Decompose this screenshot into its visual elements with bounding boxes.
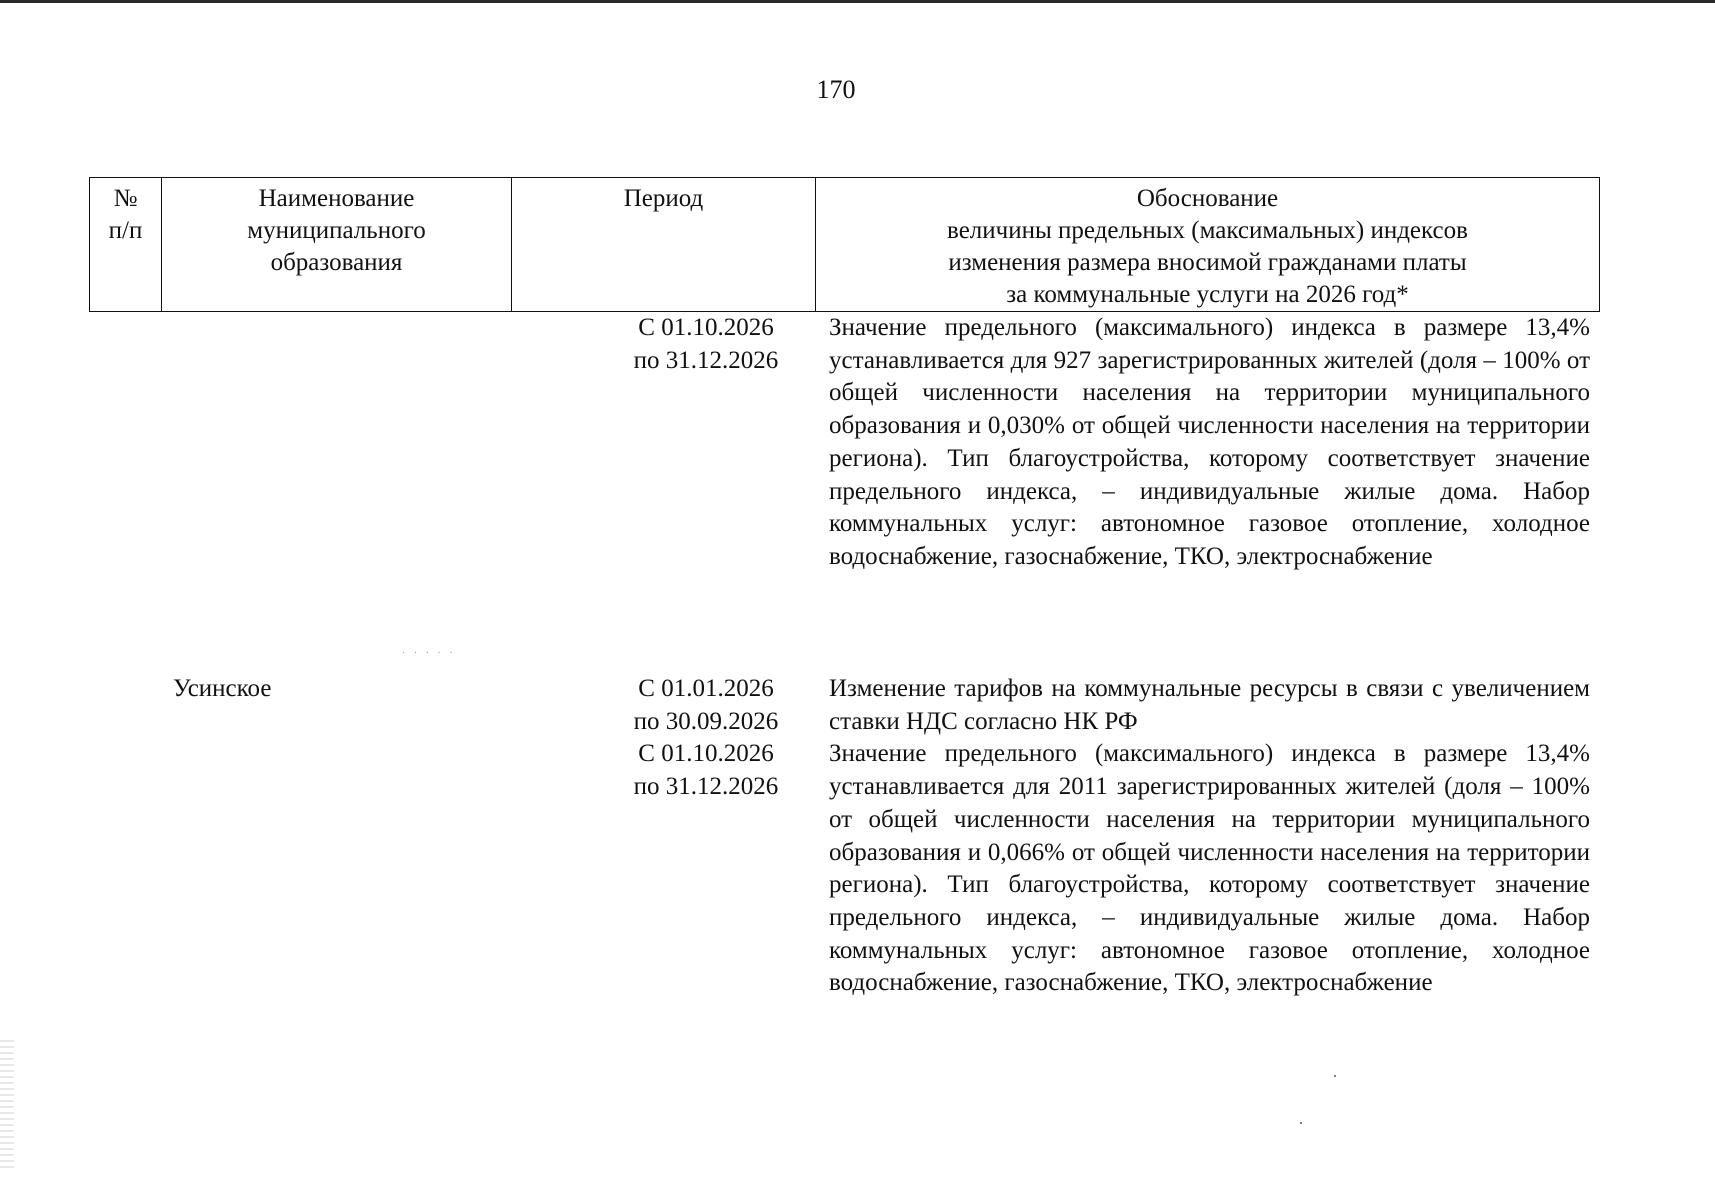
justification-text: Значение предельного (максимального) индекса в размере 13,4% устанавливается для 2011 зарегистрированных жителей (доля – 100% от общей численности населения на территории муниципального образования и 0,066% от общей численности населения на территории региона). Тип благоустройства, которому соответствует значение предельного индекса, – индивидуальные жилые дома. Набор коммунальных услуг: автономное газовое отопление, холодное водоснабжение, газоснабжение, ТКО, электроснабжение [829,740,1590,997]
period-end: по 30.09.2026 [633,707,779,735]
justification-cell [829,673,1590,1000]
period-start: С 01.10.2026 [638,740,774,768]
header-number: № п/п [90,178,162,312]
municipality-name: Усинское [173,675,272,702]
justification-text: Значение предельного (максимального) индекса в размере 13,4% устанавливается для 927 зарегистрированных жителей (доля – 100% от общей численности населения на территории муниципального образования и 0,030% от общей численности населения на территории региона). Тип благоустройства, которому соответствует значение предельного индекса, – индивидуальные жилые дома. Набор коммунальных услуг: автономное газовое отопление, холодное водоснабжение, газоснабжение, ТКО, электроснабжение [829,314,1590,570]
period-end: по 31.12.2026 [633,346,779,374]
top-border-line [0,0,1715,3]
period-cell [561,312,851,377]
header-justification: Обоснование величины предельных (максимальных) индексов изменения размера вносимой гражданами платы за коммунальные услуги на 2026 год* [816,178,1600,312]
scan-artifact: · · · · · [402,648,456,659]
period-start: С 01.01.2026 [638,675,774,702]
period-end: по 31.12.2026 [633,773,779,801]
header-row [90,178,1600,312]
scan-speck [1334,1075,1336,1077]
table-header [89,177,1600,312]
header-period: Период [512,178,816,312]
period-start: С 01.10.2026 [638,314,774,341]
page-number: 170 [816,75,856,104]
scan-speck [1300,1122,1302,1124]
justification-intro: Изменение тарифов на коммунальные ресурсы в связи с увеличением ставки НДС согласно НК РФ [829,675,1590,735]
period-cell [561,673,851,804]
header-municipality-name: Наименование муниципального образования [162,178,512,312]
scan-edge-noise [0,1040,14,1170]
